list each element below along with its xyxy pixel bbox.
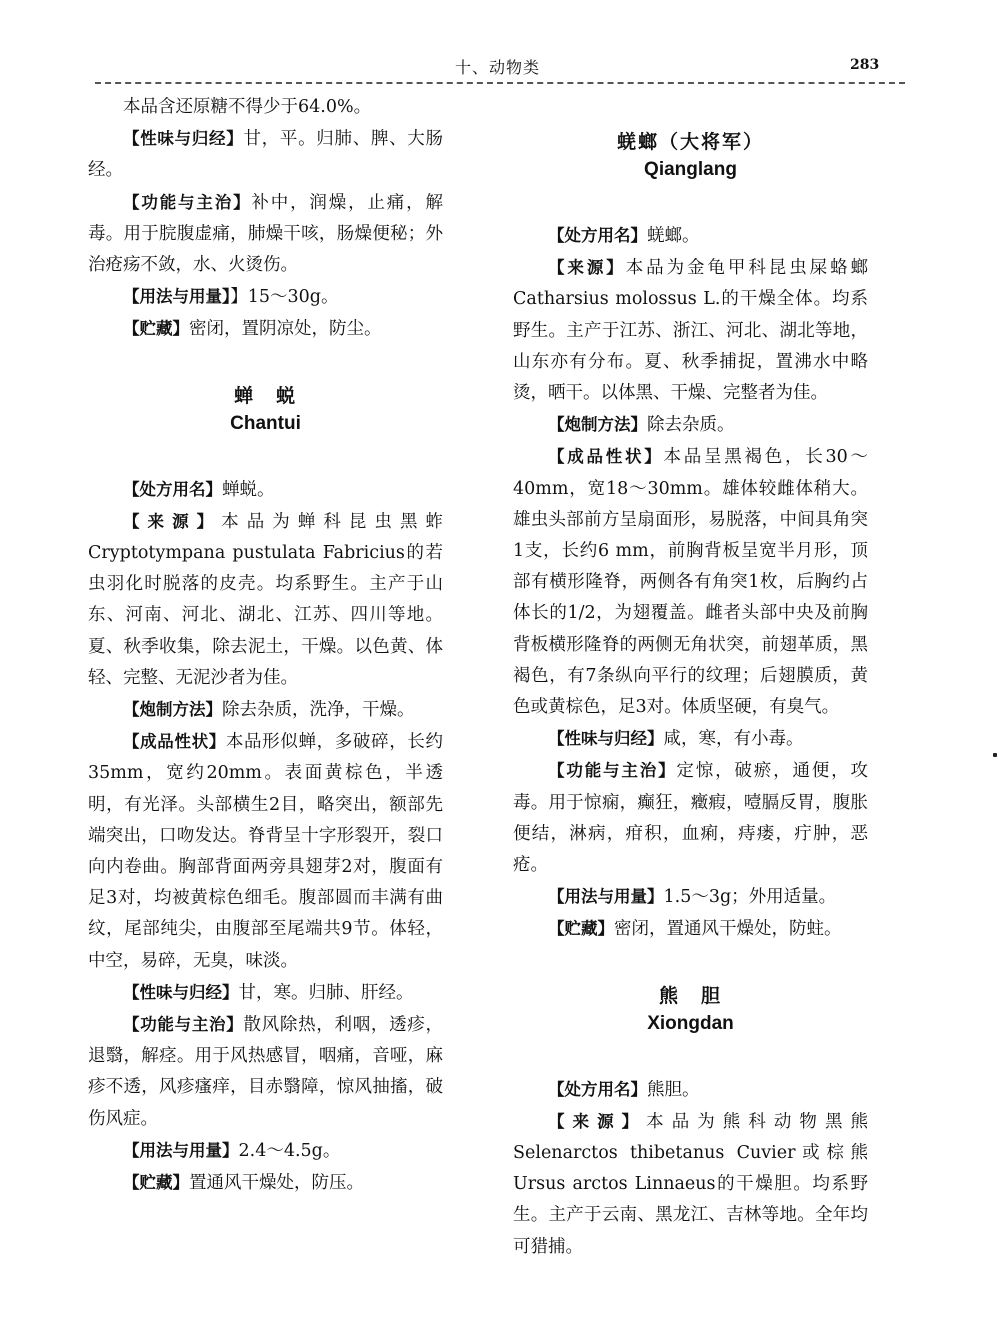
section-label: 【成品性状】 xyxy=(548,447,664,467)
entry-title-cn: 蝉 蜕 xyxy=(233,384,297,407)
section-text: 置通风干燥处，防压。 xyxy=(189,1173,364,1194)
paragraph-source xyxy=(88,506,443,694)
section-label: 【处方用名】 xyxy=(548,1079,647,1099)
section-text: 】15～30g。 xyxy=(230,287,339,308)
header-rule xyxy=(95,82,905,84)
section-label: 【性味与归经】 xyxy=(123,129,244,149)
paragraph-nature-flavor xyxy=(88,123,443,186)
paragraph-source xyxy=(513,252,868,409)
section-text: 蜣螂。 xyxy=(647,226,700,246)
entry-title-pinyin: Xiongdan xyxy=(647,1012,734,1034)
paragraph-storage xyxy=(88,313,443,345)
page-number: 283 xyxy=(850,57,880,73)
paragraph-processing xyxy=(88,694,443,726)
paragraph-prescription-name xyxy=(88,474,443,506)
section-label: 【炮制方法】 xyxy=(123,700,222,720)
entry-title-pinyin: Qianglang xyxy=(644,159,737,180)
section-label: 【炮制方法】 xyxy=(548,415,647,435)
section-label: 【功能与主治】 xyxy=(548,761,677,781)
section-text: 密闭，置阴凉处，防尘。 xyxy=(189,319,382,340)
right-column xyxy=(513,128,868,1263)
section-text: 散风除热，利咽，透疹，退翳，解痉。用于风热感冒，咽痛，音哑，麻疹不透，风疹瘙痒，目赤翳障，惊风抽搐，破伤风症。 xyxy=(88,1015,444,1129)
section-text: 甘，寒。归肺、肝经。 xyxy=(238,982,414,1003)
paragraph-source xyxy=(513,1106,868,1263)
section-label: 【成品性状】 xyxy=(123,732,226,752)
section-text: 定惊，破瘀，通便，攻毒。用于惊痫，癫狂，癥瘕，噎膈反胃，腹胀便结，淋病，疳积，血痢，痔瘘，疔肿，恶疮。 xyxy=(513,761,868,876)
entry-heading-chantui xyxy=(88,382,443,438)
entry-title-cn: 蜣螂（大将军） xyxy=(616,131,764,153)
section-text: 熊胆。 xyxy=(647,1079,700,1100)
section-label: 【性味与归经】 xyxy=(548,729,664,749)
section-label: 【贮藏】 xyxy=(123,1173,189,1193)
section-label: 【贮藏】 xyxy=(123,319,189,339)
entry-title-pinyin: Chantui xyxy=(230,412,301,434)
page-header xyxy=(0,55,999,85)
paragraph-processing xyxy=(513,409,868,441)
paragraph-function-indication xyxy=(88,1009,443,1135)
section-label: 【贮藏】 xyxy=(548,919,614,939)
paragraph-storage xyxy=(513,913,868,945)
section-text: 本品形似蝉，多破碎，长约35mm，宽约20mm。表面黄棕色，半透明，有光泽。头部横生2目，略突出，额部先端突出，口吻发达。脊背呈十字形裂开，裂口向内卷曲。胸部背面两旁具翅芽2对，腹面有足3对，均被黄棕色细毛。腹部圆而丰满有曲纹，尾部纯尖，由腹部至尾端共9节。体轻，中空，易碎，无臭，味淡。 xyxy=(88,732,444,971)
section-text: 甘，平。归肺、脾、大肠经。 xyxy=(88,129,444,181)
section-text: 本品呈黑褐色，长30～40mm，宽18～30mm。雄体较雌体稍大。雄虫头部前方呈扇面形，易脱落，中间具角突1支，长约6 mm，前胸背板呈宽半月形，顶部有横形隆脊，两侧各有角突1枚，后胸约占体长的1/2，为翅覆盖。雌者头部中央及前胸背板横形隆脊的两侧无角状突，前翅革质，黑褐色，有7条纵向平行的纹理；后翅膜质，黄色或黄棕色，足3对。体质坚硬，有臭气。 xyxy=(513,447,868,718)
section-label: 【处方用名】 xyxy=(548,226,647,245)
paragraph-usage-dosage xyxy=(88,281,443,313)
paragraph-nature-flavor xyxy=(513,723,868,755)
section-label: 【来源】 xyxy=(123,511,222,531)
section-text: 本品为熊科动物黑熊Selenarctos thibetanus Cuvier或棕熊Ursus arctos Linnaeus的干燥胆。均系野生。主产于云南、黑龙江、吉林等地。全年均可猎捕。 xyxy=(513,1111,869,1257)
chapter-title: 十、动物类 xyxy=(455,58,541,77)
section-label: 【用法与用量】 xyxy=(548,887,664,907)
section-text: 除去杂质。 xyxy=(647,415,735,436)
section-label: 【用法与用量】 xyxy=(123,1140,239,1160)
paragraph-nature-flavor xyxy=(88,977,443,1009)
entry-heading-xiongdan xyxy=(513,982,868,1038)
section-label: 【性味与归经】 xyxy=(123,982,239,1002)
section-text: 密闭，置通风干燥处，防蛀。 xyxy=(614,919,842,940)
section-text: 咸，寒，有小毒。 xyxy=(663,729,804,750)
paragraph-storage xyxy=(88,1167,443,1199)
section-text: 1.5～3g；外用适量。 xyxy=(663,887,837,908)
section-label: 【来源】 xyxy=(548,1111,647,1131)
entry-heading-qianglang xyxy=(513,128,868,184)
section-label: 【处方用名】 xyxy=(123,479,222,499)
entry-title-cn: 熊 胆 xyxy=(658,984,722,1007)
section-text: 本品为蝉科昆虫黑蚱Cryptotympana pustulata Fabricius的若虫羽化时脱落的皮壳。均系野生。主产于山东、河南、河北、湖北、江苏、四川等地。夏、秋季收集，除去泥土，干燥。以色黄、体轻、完整、无泥沙者为佳。 xyxy=(88,511,444,688)
section-text: 2.4～4.5g。 xyxy=(238,1140,341,1161)
paragraph-characteristics xyxy=(88,726,443,977)
paragraph-usage-dosage xyxy=(513,881,868,913)
section-label: 【用法与用量】 xyxy=(123,287,231,307)
reducing-sugar-text: 本品含还原糖不得少于64.0%。 xyxy=(123,97,372,117)
left-column xyxy=(88,92,443,1199)
section-label: 【来源】 xyxy=(548,258,626,278)
section-text: 除去杂质，洗净，干燥。 xyxy=(222,700,415,721)
paragraph-usage-dosage xyxy=(88,1135,443,1167)
paragraph-function-indication xyxy=(513,755,868,881)
section-text: 蝉蜕。 xyxy=(222,479,275,500)
scan-speck xyxy=(993,753,997,757)
section-label: 【功能与主治】 xyxy=(123,192,252,212)
paragraph-prescription-name xyxy=(513,1074,868,1106)
paragraph-function-indication xyxy=(88,187,443,282)
section-text: 补中，润燥，止痛，解毒。用于脘腹虚痛，肺燥干咳，肠燥便秘；外治疮疡不敛，水、火烫伤。 xyxy=(88,192,443,276)
paragraph-characteristics xyxy=(513,441,868,723)
section-label: 【功能与主治】 xyxy=(123,1015,244,1035)
section-text: 本品为金龟甲科昆虫屎蛒螂Catharsius molossus L.的干燥全体。均系野生。主产于江苏、浙江、河北、湖北等地，山东亦有分布。夏、秋季捕捉，置沸水中略烫，晒干。以体黑、干燥、完整者为佳。 xyxy=(513,258,869,404)
paragraph-prescription-name xyxy=(513,220,868,252)
